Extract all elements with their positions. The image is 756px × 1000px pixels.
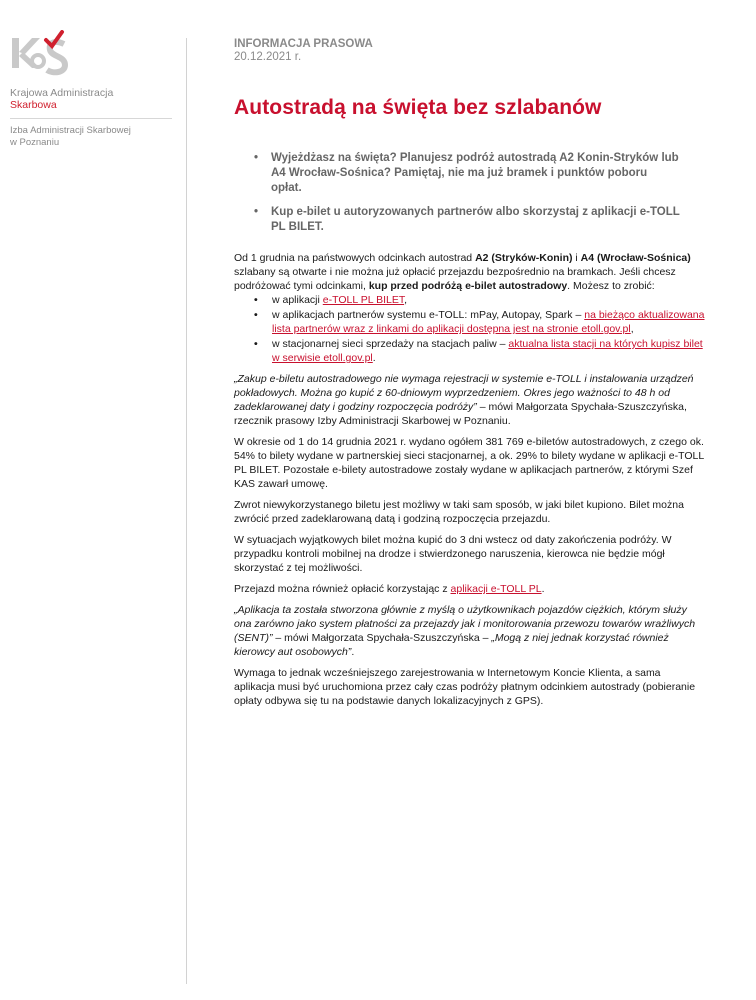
press-date: 20.12.2021 r.	[234, 51, 302, 63]
org-name-line1: Krajowa Administracja	[10, 87, 114, 99]
quote-2-attribution: – mówi Małgorzata Spychała-Szuszczyńska –	[272, 632, 492, 644]
exception-paragraph: W sytuacjach wyjątkowych bilet można kupić do 3 dni wstecz od daty zakończenia podróży. W przypadku kontroli mobilnej na drodze i stwierdzonego naruszenia, kierowca nie będzie mógł skorzystać z tej możliwości.	[234, 534, 672, 574]
app-text: Przejazd można również opłacić korzystając z	[234, 583, 451, 595]
final-paragraph: Wymaga to jednak wcześniejszego zarejestrowania w Internetowym Koncie Klienta, a sama aplikacja musi być uruchomiona przez cały czas podróży płatnym odcinkiem autostrady (pobieranie opłaty odbywa się tu na podstawie danych lokalizacyjnych z GPS).	[234, 667, 696, 707]
stats-paragraph: W okresie od 1 do 14 grudnia 2021 r. wydano ogółem 381 769 e-biletów autostradowych, z czego ok. 54% to bilety wydane w partnerskiej sieci stacjonarnej, a ok. 29% to bilety wydane w aplikacji e-TOLL PL BILET. Pozostałe e-bilety autostradowe zostały wydane w aplikacjach partnerów, z którymi Szef KAS zawarł umowę.	[234, 436, 704, 490]
option-text: w aplikacjach partnerów systemu e-TOLL: mPay, Autopay, Spark –	[272, 309, 585, 321]
chamber-name-line2: w Poznaniu	[10, 136, 60, 148]
intro-bold-a2: A2 (Stryków-Konin)	[475, 252, 573, 264]
main-content	[234, 38, 704, 708]
option-punct: ,	[630, 323, 634, 335]
option-punct: ,	[404, 294, 408, 306]
purchase-option	[272, 308, 712, 336]
sidebar-divider	[10, 118, 172, 119]
lead-list	[234, 151, 704, 235]
quote-2-italic: „Aplikacja ta została stworzona głównie z myślą o użytkownikach pojazdów ciężkich, którym służy ona zarówno jako system płatności za przejazdy jak i monitorowania przewozu towarów wrażliwych (SENT)”	[234, 604, 696, 644]
intro-text: . Możesz to zrobić:	[567, 280, 655, 292]
intro-bold-a4: A4 (Wrocław-Sośnica)	[580, 252, 691, 264]
chamber-name-line1: Izba Administracji Skarbowej	[10, 125, 131, 136]
etoll-bilet-link[interactable]: e-TOLL PL BILET	[322, 294, 405, 306]
intro-text: szlabany są otwarte i nie można już opłacić przejazdu bezpośrednio na bramkach. Jeśli chcesz podróżować tymi odcinkami,	[234, 266, 676, 292]
purchase-option	[272, 337, 712, 365]
page-title: Autostradą na święta bez szlabanów	[234, 96, 602, 119]
quote-1-italic: „Zakup e-biletu autostradowego nie wymaga rejestracji w systemie e-TOLL i instalowania urządzeń pokładowych. Można go kupić z 60-dniowym wyprzedzeniem. Okres jego ważności to 48 h od zadeklarowanej daty i godziny rozpoczęcia podróży”	[234, 373, 694, 413]
partners-list-link[interactable]: na bieżąco aktualizowana lista partnerów wraz z linkami do aplikacji dostępna jest na stronie etoll.gov.pl	[272, 309, 705, 335]
quote-2-punct: .	[351, 646, 355, 658]
option-punct: .	[372, 352, 376, 364]
app-paragraph	[234, 582, 704, 596]
intro-text: Od 1 grudnia na państwowych odcinkach autostrad	[234, 252, 476, 264]
purchase-options-list	[234, 293, 704, 365]
purchase-option	[272, 293, 712, 307]
app-punct: .	[541, 583, 545, 595]
sidebar	[10, 30, 180, 148]
press-label: INFORMACJA PRASOWA	[234, 38, 373, 50]
stations-list-link[interactable]: aktualna lista stacji na których kupisz bilet w serwisie etoll.gov.pl	[272, 338, 703, 364]
lead-item: • Wyjeżdżasz na święta? Planujesz podróż autostradą A2 Konin-Stryków lub A4 Wrocław-Sośnica? Pamiętaj, nie ma już bramek i punktów poboru opłat.	[271, 151, 681, 196]
quote-paragraph-2	[234, 603, 704, 659]
quote-1-attribution: – mówi Małgorzata Spychała-Szuszczyńska, rzecznik prasowy Izby Administracji Skarbowej w Poznaniu.	[234, 401, 687, 427]
org-name-line2: Skarbowa	[10, 99, 57, 111]
lead-item: • Kup e-bilet u autoryzowanych partnerów albo skorzystaj z aplikacji e-TOLL PL BILET.	[271, 205, 681, 235]
intro-bold-buy: kup przed podróżą e-bilet autostradowy	[368, 280, 568, 292]
kas-logo-icon	[10, 30, 70, 82]
intro-text: i	[572, 252, 581, 264]
refund-paragraph: Zwrot niewykorzystanego biletu jest możliwy w taki sam sposób, w jaki bilet kupiono. Bilet można zwrócić przed zadeklarowaną datą i godziną rozpoczęcia przejazdu.	[234, 499, 684, 525]
intro-paragraph	[234, 251, 704, 293]
vertical-divider	[186, 38, 187, 984]
etoll-app-link[interactable]: aplikacji e-TOLL PL	[450, 583, 542, 595]
quote-2-italic-end: „Mogą z niej jednak korzystać również kierowcy aut osobowych”	[234, 632, 669, 658]
option-text: w stacjonarnej sieci sprzedaży na stacjach paliw –	[272, 338, 509, 350]
option-text: w aplikacji	[272, 294, 323, 306]
quote-paragraph-1	[234, 372, 704, 428]
